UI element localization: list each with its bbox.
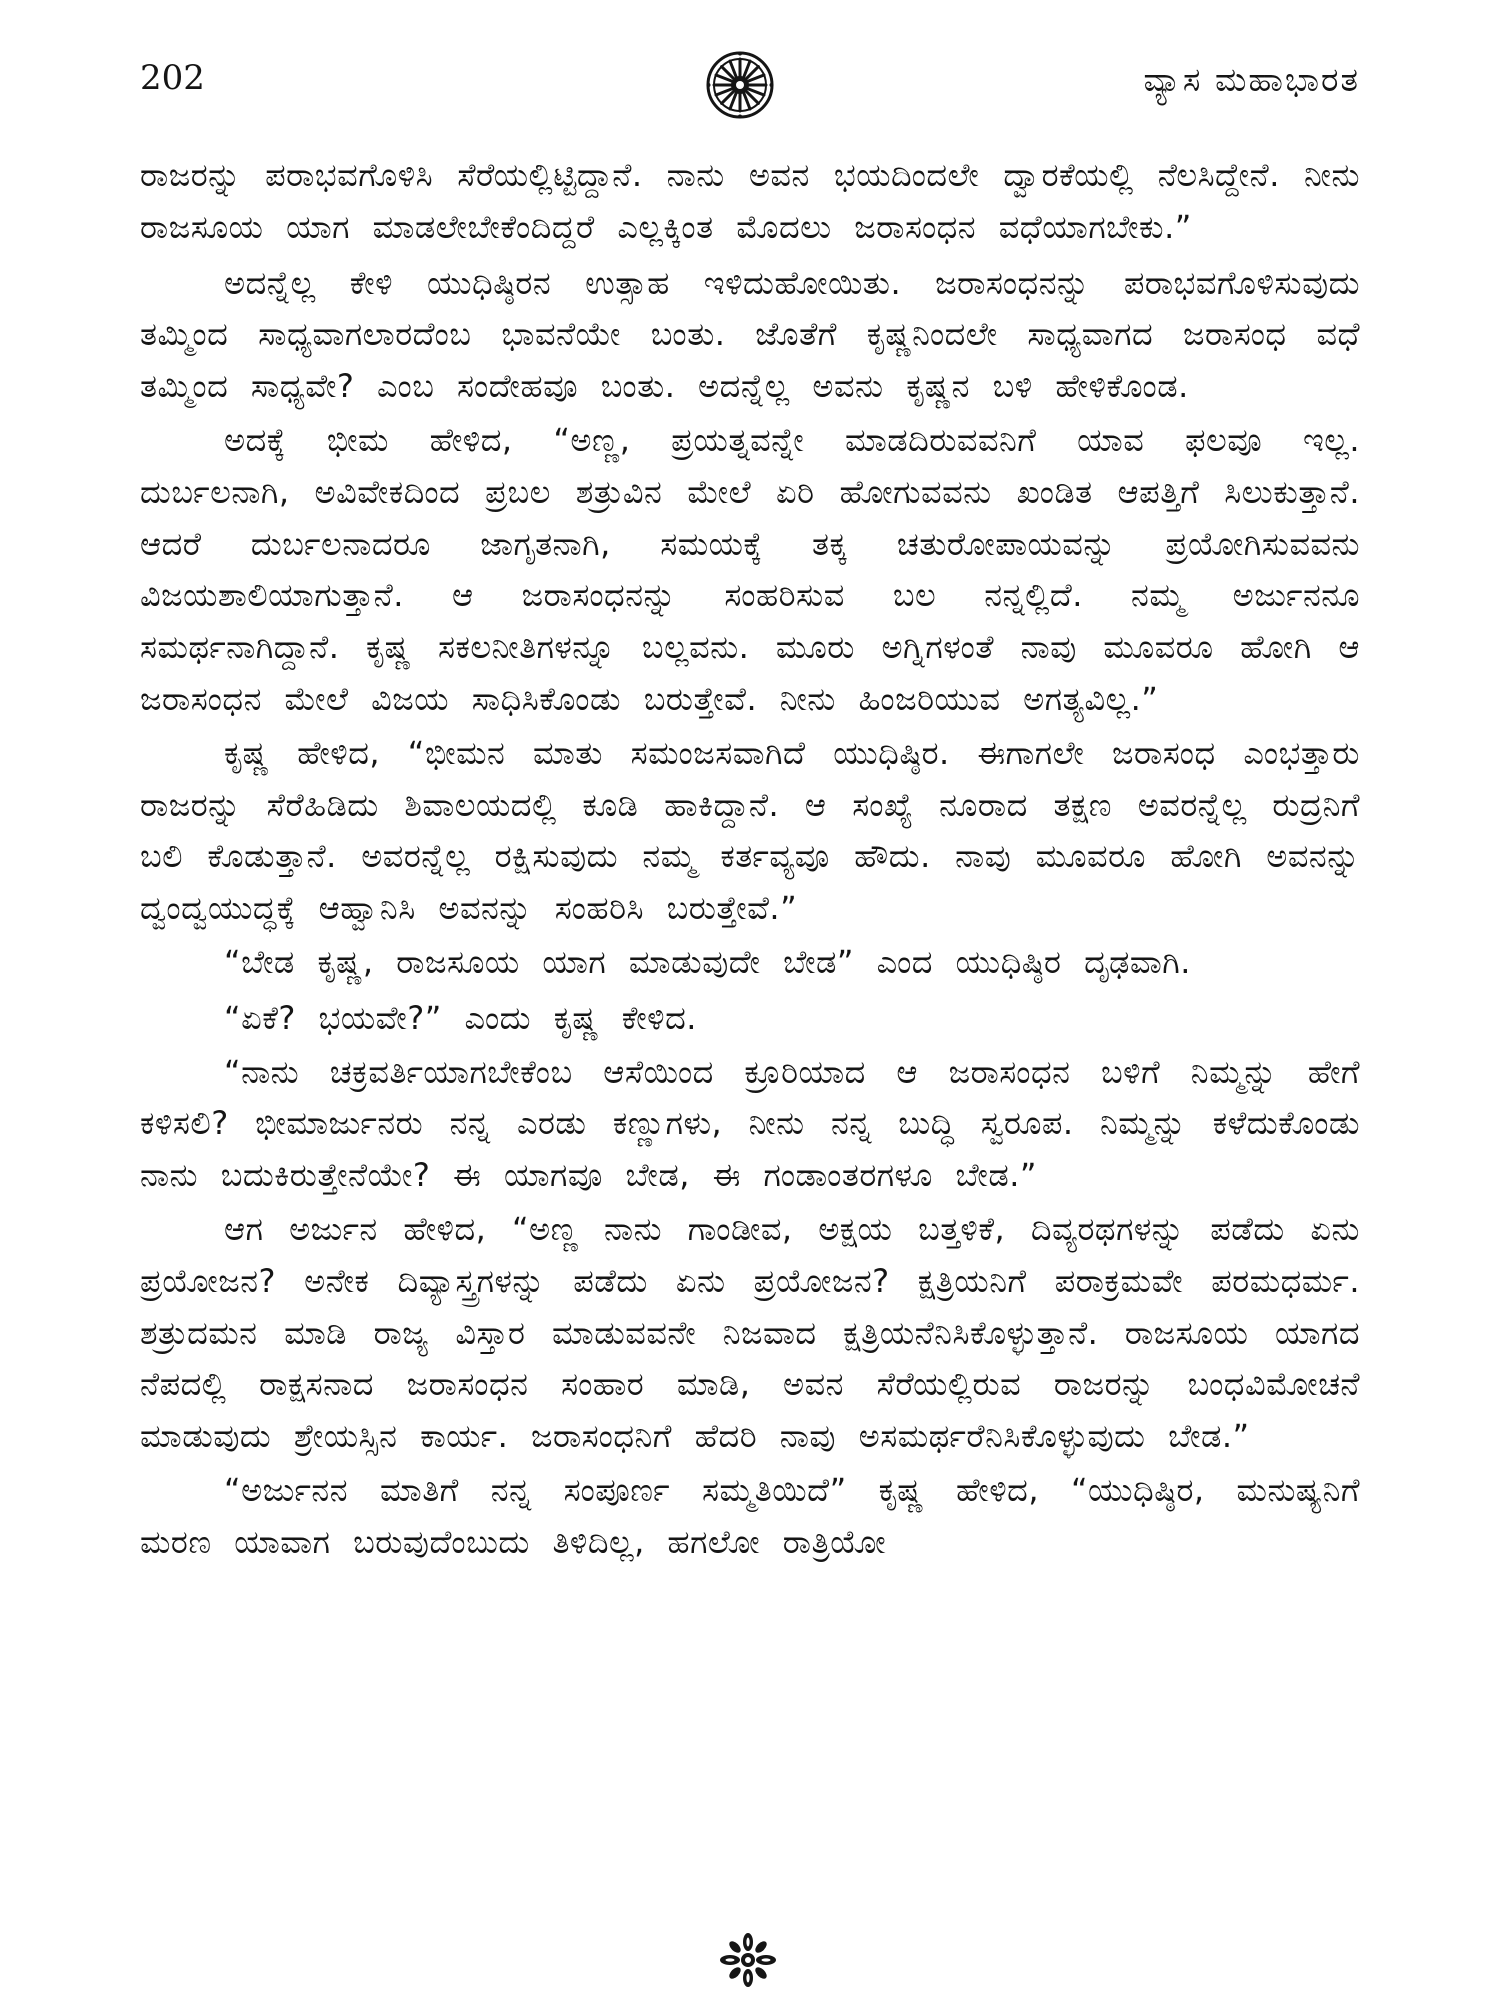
paragraph: “ನಾನು ಚಕ್ರವರ್ತಿಯಾಗಬೇಕೆಂಬ ಆಸೆಯಿಂದ ಕ್ರೂರಿಯಾದ ಆ ಜರಾಸಂಧನ ಬಳಿಗೆ ನಿಮ್ಮನ್ನು ಹೇಗೆ ಕಳಿಸಲಿ? ಭೀಮಾರ್ಜುನರು ನನ್ನ ಎರಡು ಕಣ್ಣುಗಳು, ನೀನು ನನ್ನ ಬುದ್ಧಿ ಸ್ವರೂಪ. ನಿಮ್ಮನ್ನು ಕಳೆದುಕೊಂಡು ನಾನು ಬದುಕಿರುತ್ತೇನೆಯೇ? ಈ ಯಾಗವೂ ಬೇಡ, ಈ ಗಂಡಾಂತರಗಳೂ ಬೇಡ.” bbox=[140, 1052, 1360, 1195]
running-title: ವ್ಯಾಸ ಮಹಾಭಾರತ bbox=[1143, 60, 1360, 99]
paragraph: ಅದನ್ನೆಲ್ಲ ಕೇಳಿ ಯುಧಿಷ್ಠಿರನ ಉತ್ಸಾಹ ಇಳಿದುಹೋಯಿತು. ಜರಾಸಂಧನನ್ನು ಪರಾಭವಗೊಳಿಸುವುದು ತಮ್ಮಿಂದ ಸಾಧ್ಯವಾಗಲಾರದೆಂಬ ಭಾವನೆಯೇ ಬಂತು. ಜೊತೆಗೆ ಕೃಷ್ಣನಿಂದಲೇ ಸಾಧ್ಯವಾಗದ ಜರಾಸಂಧ ವಧೆ ತಮ್ಮಿಂದ ಸಾಧ್ಯವೇ? ಎಂಬ ಸಂದೇಹವೂ ಬಂತು. ಅದನ್ನೆಲ್ಲ ಅವನು ಕೃಷ್ಣನ ಬಳಿ ಹೇಳಿಕೊಂಡ. bbox=[140, 263, 1360, 406]
paragraph: ರಾಜರನ್ನು ಪರಾಭವಗೊಳಿಸಿ ಸೆರೆಯಲ್ಲಿಟ್ಟಿದ್ದಾನೆ. ನಾನು ಅವನ ಭಯದಿಂದಲೇ ದ್ವಾರಕೆಯಲ್ಲಿ ನೆಲಸಿದ್ದೇನೆ. ನೀನು ರಾಜಸೂಯ ಯಾಗ ಮಾಡಲೇಬೇಕೆಂದಿದ್ದರೆ ಎಲ್ಲಕ್ಕಿಂತ ಮೊದಲು ಜರಾಸಂಧನ ವಧೆಯಾಗಬೇಕು.” bbox=[140, 156, 1360, 246]
page-number: 202 bbox=[140, 58, 205, 98]
paragraph: “ಅರ್ಜುನನ ಮಾತಿಗೆ ನನ್ನ ಸಂಪೂರ್ಣ ಸಮ್ಮತಿಯಿದೆ” ಕೃಷ್ಣ ಹೇಳಿದ, “ಯುಧಿಷ್ಠಿರ, ಮನುಷ್ಯನಿಗೆ ಮರಣ ಯಾವಾಗ ಬರುವುದೆಂಬುದು ತಿಳಿದಿಲ್ಲ, ಹಗಲೋ ರಾತ್ರಿಯೋ bbox=[140, 1470, 1360, 1561]
paragraph: ಆಗ ಅರ್ಜುನ ಹೇಳಿದ, “ಅಣ್ಣ ನಾನು ಗಾಂಡೀವ, ಅಕ್ಷಯ ಬತ್ತಳಿಕೆ, ದಿವ್ಯರಥಗಳನ್ನು ಪಡೆದು ಏನು ಪ್ರಯೋಜನ? ಅನೇಕ ದಿವ್ಯಾಸ್ತ್ರಗಳನ್ನು ಪಡೆದು ಏನು ಪ್ರಯೋಜನ? ಕ್ಷತ್ರಿಯನಿಗೆ ಪರಾಕ್ರಮವೇ ಪರಮಧರ್ಮ. ಶತ್ರುದಮನ ಮಾಡಿ ರಾಜ್ಯ ವಿಸ್ತಾರ ಮಾಡುವವನೇ ನಿಜವಾದ ಕ್ಷತ್ರಿಯನೆನಿಸಿಕೊಳ್ಳುತ್ತಾನೆ. ರಾಜಸೂಯ ಯಾಗದ ನೆಪದಲ್ಲಿ ರಾಕ್ಷಸನಾದ ಜರಾಸಂಧನ ಸಂಹಾರ ಮಾಡಿ, ಅವನ ಸೆರೆಯಲ್ಲಿರುವ ರಾಜರನ್ನು ಬಂಧವಿಮೋಚನೆ ಮಾಡುವುದು ಶ್ರೇಯಸ್ಸಿನ ಕಾರ್ಯ. ಜರಾಸಂಧನಿಗೆ ಹೆದರಿ ನಾವು ಅಸಮರ್ಥರೆನಿಸಿಕೊಳ್ಳುವುದು ಬೇಡ.” bbox=[140, 1209, 1360, 1456]
body-text bbox=[140, 150, 1360, 1910]
paragraph: ಕೃಷ್ಣ ಹೇಳಿದ, “ಭೀಮನ ಮಾತು ಸಮಂಜಸವಾಗಿದೆ ಯುಧಿಷ್ಠಿರ. ಈಗಾಗಲೇ ಜರಾಸಂಧ ಎಂಭತ್ತಾರು ರಾಜರನ್ನು ಸೆರೆಹಿಡಿದು ಶಿವಾಲಯದಲ್ಲಿ ಕೂಡಿ ಹಾಕಿದ್ದಾನೆ. ಆ ಸಂಖ್ಯೆ ನೂರಾದ ತಕ್ಷಣ ಅವರನ್ನೆಲ್ಲ ರುದ್ರನಿಗೆ ಬಲಿ ಕೊಡುತ್ತಾನೆ. ಅವರನ್ನೆಲ್ಲ ರಕ್ಷಿಸುವುದು ನಮ್ಮ ಕರ್ತವ್ಯವೂ ಹೌದು. ನಾವು ಮೂವರೂ ಹೋಗಿ ಅವನನ್ನು ದ್ವಂದ್ವಯುದ್ಧಕ್ಕೆ ಆಹ್ವಾನಿಸಿ ಅವನನ್ನು ಸಂಹರಿಸಿ ಬರುತ್ತೇವೆ.” bbox=[140, 733, 1360, 928]
paragraph: ಅದಕ್ಕೆ ಭೀಮ ಹೇಳಿದ, “ಅಣ್ಣ, ಪ್ರಯತ್ನವನ್ನೇ ಮಾಡದಿರುವವನಿಗೆ ಯಾವ ಫಲವೂ ಇಲ್ಲ. ದುರ್ಬಲನಾಗಿ, ಅವಿವೇಕದಿಂದ ಪ್ರಬಲ ಶತ್ರುವಿನ ಮೇಲೆ ಏರಿ ಹೋಗುವವನು ಖಂಡಿತ ಆಪತ್ತಿಗೆ ಸಿಲುಕುತ್ತಾನೆ. ಆದರೆ ದುರ್ಬಲನಾದರೂ ಜಾಗೃತನಾಗಿ, ಸಮಯಕ್ಕೆ ತಕ್ಕ ಚತುರೋಪಾಯವನ್ನು ಪ್ರಯೋಗಿಸುವವನು ವಿಜಯಶಾಲಿಯಾಗುತ್ತಾನೆ. ಆ ಜರಾಸಂಧನನ್ನು ಸಂಹರಿಸುವ ಬಲ ನನ್ನಲ್ಲಿದೆ. ನಮ್ಮ ಅರ್ಜುನನೂ ಸಮರ್ಥನಾಗಿದ್ದಾನೆ. ಕೃಷ್ಣ ಸಕಲನೀತಿಗಳನ್ನೂ ಬಲ್ಲವನು. ಮೂರು ಅಗ್ನಿಗಳಂತೆ ನಾವು ಮೂವರೂ ಹೋಗಿ ಆ ಜರಾಸಂಧನ ಮೇಲೆ ವಿಜಯ ಸಾಧಿಸಿಕೊಂಡು ಬರುತ್ತೇವೆ. ನೀನು ಹಿಂಜರಿಯುವ ಅಗತ್ಯವಿಲ್ಲ.” bbox=[140, 420, 1360, 718]
paragraph: “ಬೇಡ ಕೃಷ್ಣ, ರಾಜಸೂಯ ಯಾಗ ಮಾಡುವುದೇ ಬೇಡ” ಎಂದ ಯುಧಿಷ್ಠಿರ ದೃಢವಾಗಿ. bbox=[224, 942, 1191, 981]
paragraph: “ಏಕೆ? ಭಯವೇ?” ಎಂದು ಕೃಷ್ಣ ಕೇಳಿದ. bbox=[224, 998, 697, 1037]
page-header bbox=[140, 50, 1360, 130]
chakra-wheel-icon bbox=[705, 50, 775, 120]
floral-ornament-icon bbox=[718, 1932, 778, 1988]
